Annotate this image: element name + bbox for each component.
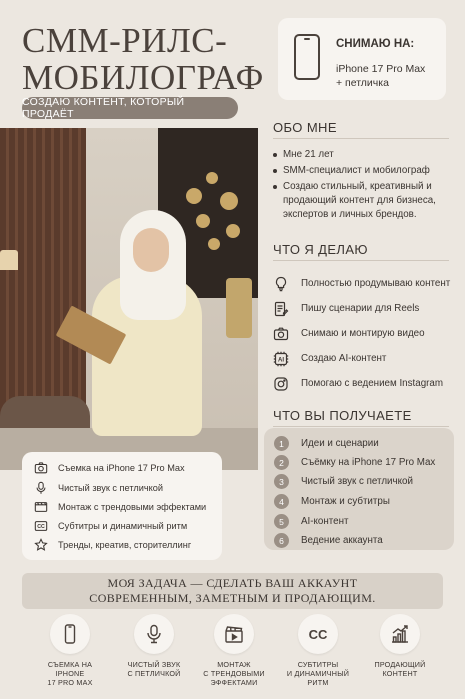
- label-line: 17 PRO MAX: [47, 678, 93, 687]
- list-item: [274, 514, 349, 529]
- label-line: СЪЕМКА НА IPHONE: [47, 660, 93, 678]
- bottom-feature-label: [364, 660, 436, 678]
- about-item: SMM-специалист и мобилограф: [273, 164, 453, 178]
- benefits-heading: ЧТО ВЫ ПОЛУЧАЕТЕ: [273, 408, 412, 423]
- list-item-label: Снимаю и монтирую видео: [301, 328, 425, 339]
- subtitles-icon: [34, 519, 48, 533]
- number-badge: 2: [274, 455, 289, 470]
- list-item-label: Съёмку на iPhone 17 Pro Max: [301, 457, 436, 468]
- decor-plant: [226, 278, 252, 338]
- ai-chip-icon: [273, 351, 289, 367]
- camera-card-device: iPhone 17 Pro Max: [336, 63, 426, 75]
- decor-disc: [206, 172, 218, 184]
- bottom-feature-label: [282, 660, 354, 687]
- mission-line-1: МОЯ ЗАДАЧА — СДЕЛАТЬ ВАШ АККАУНТ: [107, 576, 358, 590]
- about-item: Мне 21 лет: [273, 148, 453, 162]
- camera-card: [278, 18, 446, 100]
- growth-chart-icon: [380, 614, 420, 654]
- number-badge: 6: [274, 533, 289, 548]
- bottom-feature-label: [34, 660, 106, 687]
- label-line: МОНТАЖ: [217, 660, 251, 669]
- camera-icon: [34, 461, 48, 475]
- divider: [273, 426, 449, 427]
- list-item-label: Создаю AI-контент: [301, 353, 387, 364]
- services-list: [273, 271, 458, 396]
- list-item-label: Помогаю с ведением Instagram: [301, 378, 444, 389]
- about-list: [273, 148, 453, 224]
- label-line: СУБТИТРЫ: [297, 660, 339, 669]
- decor-disc: [196, 214, 210, 228]
- bottom-feature: [198, 614, 270, 687]
- title-line-1: СММ-РИЛС-: [22, 21, 228, 60]
- number-badge: 5: [274, 514, 289, 529]
- svg-text:AI: AI: [278, 356, 284, 363]
- label-line: С ПЕТЛИЧКОЙ: [127, 669, 181, 678]
- star-icon: [34, 538, 48, 552]
- microphone-icon: [34, 481, 48, 495]
- list-item: [274, 533, 383, 548]
- list-item: [34, 500, 206, 514]
- list-item-label: Съемка на iPhone 17 Pro Max: [58, 463, 185, 473]
- list-item: [273, 271, 458, 296]
- list-item-label: Чистый звук с петличкой: [301, 476, 413, 487]
- mission-line-2: СОВРЕМЕННЫМ, ЗАМЕТНЫМ И ПРОДАЮЩИМ.: [89, 591, 376, 605]
- camera-card-heading: СНИМАЮ НА:: [336, 38, 415, 50]
- services-heading: ЧТО Я ДЕЛАЮ: [273, 242, 368, 257]
- number-badge: 1: [274, 436, 289, 451]
- phone-icon: [50, 614, 90, 654]
- list-item-label: Пишу сценарии для Reels: [301, 303, 420, 314]
- decor-disc: [226, 224, 240, 238]
- svg-text:CC: CC: [37, 524, 45, 531]
- document-icon: [273, 301, 289, 317]
- list-item: [34, 481, 163, 495]
- list-item: [274, 494, 390, 509]
- phone-icon: [294, 34, 320, 80]
- bottom-feature-label: [118, 660, 190, 678]
- label-line: ПРОДАЮЩИЙ: [374, 660, 426, 669]
- list-item-label: Монтаж с трендовыми эффектами: [58, 502, 207, 512]
- list-item: [274, 436, 379, 451]
- divider: [273, 260, 449, 261]
- label-line: ЧИСТЫЙ ЗВУК: [127, 660, 181, 669]
- camera-card-extra: + петличка: [336, 77, 389, 89]
- list-item-label: Тренды, креатив, сторителлинг: [58, 540, 192, 550]
- decor-disc: [186, 188, 202, 204]
- page-title: [22, 22, 264, 96]
- label-line: КОНТЕНТ: [382, 669, 418, 678]
- person-face: [133, 228, 169, 272]
- bottom-feature: [34, 614, 106, 687]
- list-item: [273, 321, 458, 346]
- list-item: [273, 296, 458, 321]
- instagram-icon: [273, 376, 289, 392]
- clapperboard-icon: [214, 614, 254, 654]
- decor-disc: [220, 192, 238, 210]
- list-item: [34, 538, 191, 552]
- microphone-icon: [134, 614, 174, 654]
- list-item: [274, 455, 435, 470]
- list-item-label: Полностью продумываю контент: [301, 278, 451, 289]
- list-item: [274, 474, 413, 489]
- number-badge: 4: [274, 494, 289, 509]
- video-edit-icon: [34, 500, 48, 514]
- wall-lamp: [0, 250, 18, 270]
- about-item: Создаю стильный, креативный и продающий контент для бизнеса, экспертов и личных брендов.: [273, 180, 453, 222]
- hero-photo: [0, 128, 258, 470]
- camera-icon: [273, 326, 289, 342]
- label-line: РИТМ: [307, 678, 329, 687]
- bottom-feature: [364, 614, 436, 678]
- subtitles-glyph: CC: [308, 626, 328, 642]
- list-item-label: Монтаж и субтитры: [301, 496, 390, 507]
- tagline-badge: СОЗДАЮ КОНТЕНТ, КОТОРЫЙ ПРОДАЁТ: [22, 97, 238, 119]
- label-line: И ДИНАМИЧНЫЙ: [286, 669, 350, 678]
- list-item-label: Ведение аккаунта: [301, 535, 383, 546]
- list-item-label: Чистый звук с петличкой: [58, 483, 163, 493]
- bottom-feature-label: [198, 660, 270, 687]
- list-item: [273, 371, 458, 396]
- label-line: С ТРЕНДОВЫМИ: [203, 669, 265, 678]
- subtitles-icon: [298, 614, 338, 654]
- list-item-label: Идеи и сценарии: [301, 438, 379, 449]
- number-badge: 3: [274, 474, 289, 489]
- title-line-2: МОБИЛОГРАФ: [22, 58, 264, 97]
- about-heading: ОБО МНЕ: [273, 120, 337, 135]
- bottom-feature: [118, 614, 190, 678]
- bottom-feature: [282, 614, 354, 687]
- list-item: [34, 519, 187, 533]
- list-item: [34, 461, 185, 475]
- decor-disc: [208, 238, 220, 250]
- lightbulb-icon: [273, 276, 289, 292]
- list-item-label: Субтитры и динамичный ритм: [58, 521, 188, 531]
- divider: [273, 138, 449, 139]
- label-line: ЭФФЕКТАМИ: [210, 678, 258, 687]
- mission-banner: [22, 573, 443, 609]
- list-item: [273, 346, 458, 371]
- list-item-label: AI-контент: [301, 516, 349, 527]
